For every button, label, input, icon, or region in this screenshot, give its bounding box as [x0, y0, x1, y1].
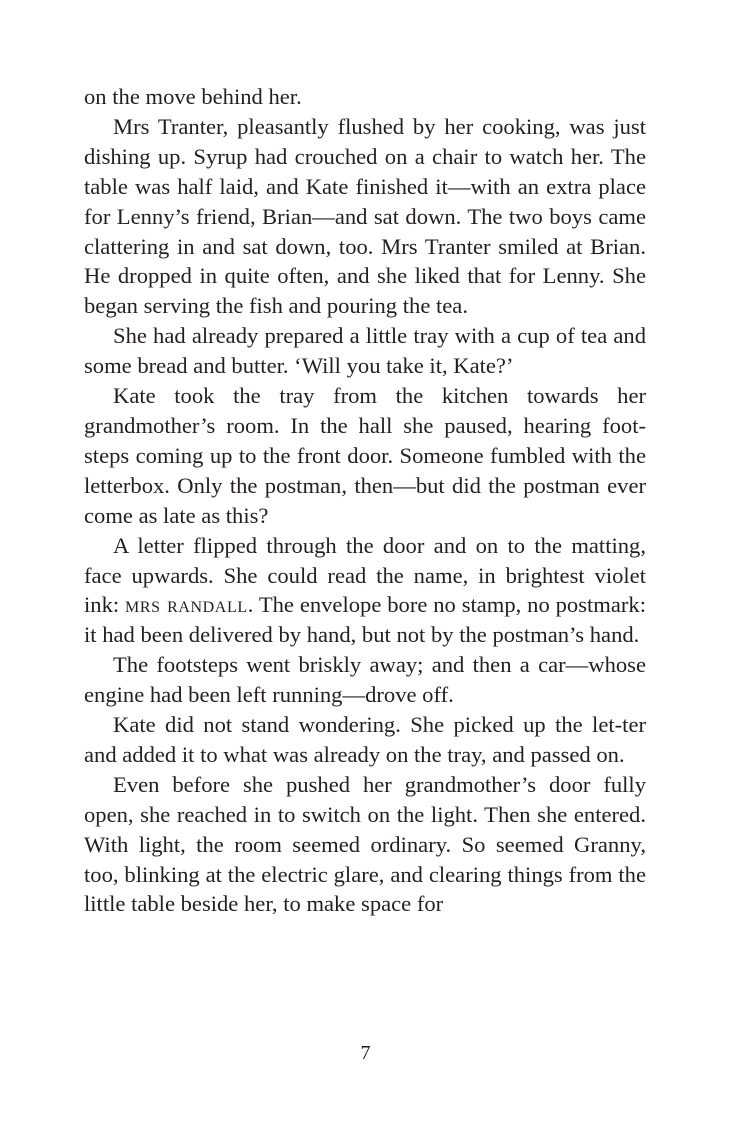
paragraph: She had already prepared a little tray with a cup of tea and some bread and butter. ‘Will you take it, Kate?’	[84, 323, 646, 379]
paragraph: Mrs Tranter, pleasantly flushed by her cooking, was just dishing up. Syrup had crouched on a chair to watch her. The table was half laid, and Kate finished it—with an extra place for Lenny’s friend, Brian—and sat down. The two boys came clattering in and sat down, too. Mrs Tranter smiled at Brian. He dropped in quite often, and she liked that for Lenny. She began serving the fish and pouring the tea.	[84, 113, 646, 319]
paragraph-text: A letter flipped through the door and on to the matting, face upwards. She could read the name, in brightest violet ink:	[84, 532, 646, 618]
page-number: 7	[360, 1042, 371, 1064]
paragraph: Even before she pushed her grandmother’s door fully open, she reached in to switch on the light. Then she entered. With light, the room seemed ordinary. So seemed Granny, too, blinking at the electric glare, and clearing things from the little table beside her, to make space for	[84, 771, 646, 917]
paragraph-text: . The envelope bore no stamp, no postmark: it had been delivered by hand, but not by the postman’s hand.	[84, 592, 646, 648]
paragraph-continued: on the move behind her.	[84, 84, 302, 109]
paragraph-letter	[84, 531, 646, 651]
addressee-name: mrs randall	[125, 592, 248, 618]
paragraph: Kate took the tray from the kitchen towards her grandmother’s room. In the hall she paused, hearing foot-steps coming up to the front door. Someone fumbled with the letterbox. Only the postman, then—but did the postman ever come as late as this?	[84, 383, 646, 528]
paragraph: Kate did not stand wondering. She picked up the let-ter and added it to what was already on the tray, and passed on.	[84, 712, 646, 767]
book-page-body	[84, 82, 646, 919]
paragraph: The footsteps went briskly away; and then a car—whose engine had been left running—drove off.	[84, 652, 646, 708]
